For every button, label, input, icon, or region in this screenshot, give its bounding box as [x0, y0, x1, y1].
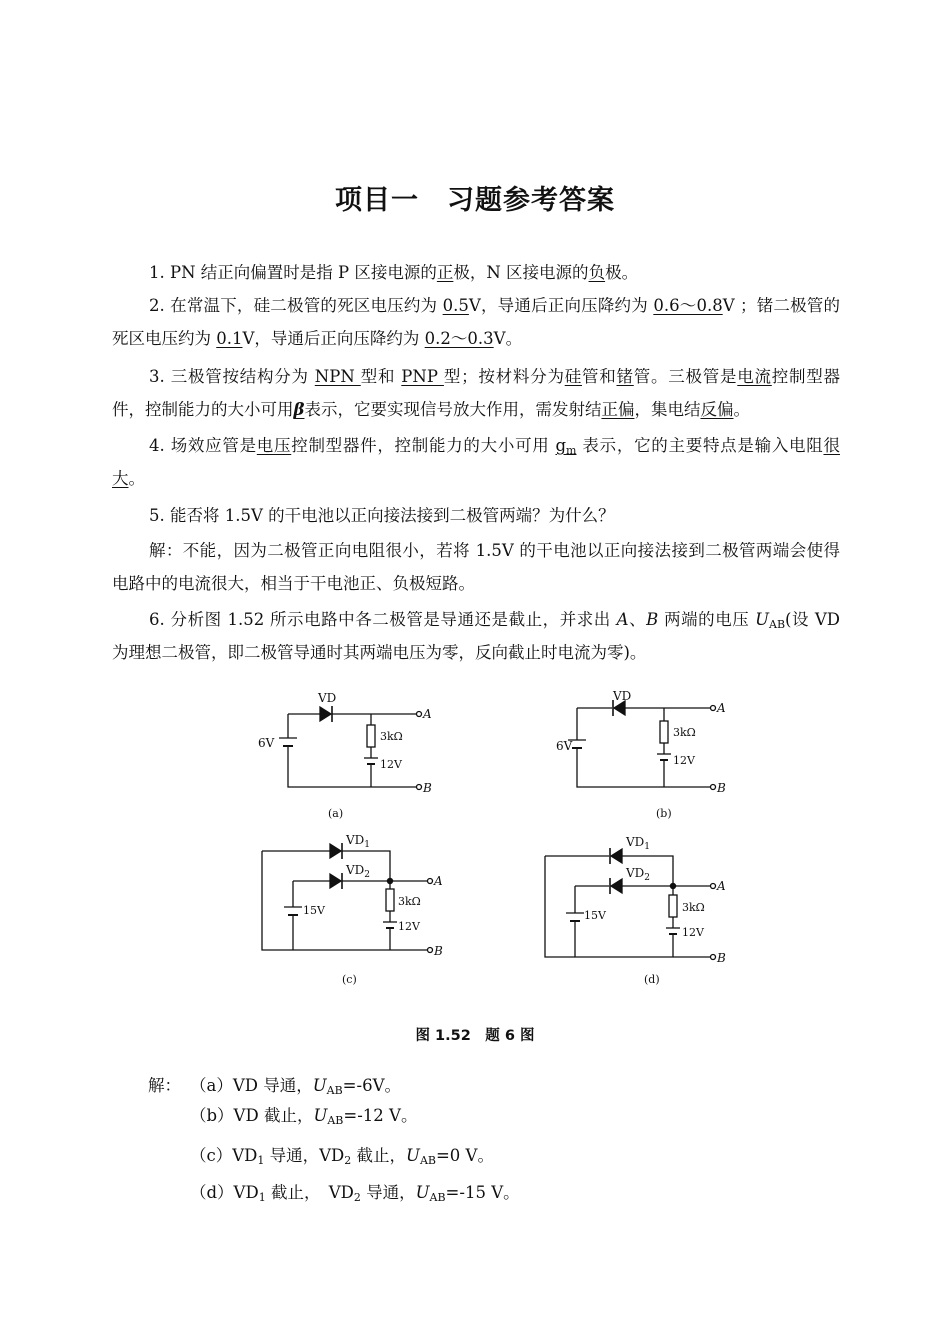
svg-text:3kΩ: 3kΩ [673, 726, 696, 739]
answer-lead: 解： [148, 1076, 181, 1095]
answer-c: $(c)VD_1$ 导通，$VD_2$ 截止，$U_{AB}=0$ V。 [190, 1146, 494, 1167]
svg-text:A: A [434, 874, 443, 888]
circuit-c [262, 833, 443, 986]
svg-text:(b): (b) [656, 807, 672, 820]
diode-vd-reverse [614, 701, 625, 715]
svg-text:A: A [717, 879, 726, 893]
svg-text:12V: 12V [673, 754, 695, 767]
diode-vd [320, 707, 331, 721]
circuit-a [258, 691, 432, 820]
svg-text:B: B [423, 781, 432, 795]
diode-vd1 [330, 844, 341, 858]
diode-vd2-reverse [611, 879, 622, 893]
question-6: 6. 分析图 1.52 所示电路中各二极管是导通还是截止，并求出 A、B 两端的电压 $U_{AB}$(设 VD 为理想二极管，即二极管导通时其两端电压为零，反向截止时电流为零)。 [112, 610, 840, 662]
circuit-figure [240, 684, 740, 994]
svg-text:A: A [423, 707, 432, 721]
svg-text:12V: 12V [398, 920, 420, 933]
answer-a: （a）VD 导通，$U_{AB}=-6V$。 [190, 1076, 401, 1097]
svg-text:VD2: $VD_2$ [346, 863, 371, 880]
svg-text:VD2: $VD_2$ [626, 866, 651, 883]
question-5-answer: 解：不能，因为二极管正向电阻很小，若将 1.5V 的干电池以正向接法接到二极管两端会使得电路中的电流很大，相当于干电池正、负极短路。 [112, 541, 840, 593]
svg-text:12V: 12V [380, 758, 402, 771]
question-3: 3. 三极管按结构分为 NPN 型和 PNP 型；按材料分为硅管和锗管。三极管是电流控制型器件，控制能力的大小可用β表示，它要实现信号放大作用，需发射结正偏，集电结反偏。 [112, 367, 841, 419]
svg-text:B: B [717, 951, 726, 965]
svg-text:3kΩ: 3kΩ [682, 901, 705, 914]
circuit-b [556, 689, 726, 820]
figure-caption: 图 1.52 题 6 图 [415, 1028, 535, 1044]
svg-text:B: B [434, 944, 443, 958]
question-2: 2. 在常温下，硅二极管的死区电压约为 0.5V，导通后正向压降约为 0.6～0.8V ；锗二极管的死区电压约为 0.1V，导通后正向压降约为 0.2～0.3V。 [112, 296, 840, 348]
svg-text:VD: VD [613, 689, 632, 703]
svg-text:6V: 6V [258, 736, 275, 750]
svg-text:B: B [717, 781, 726, 795]
svg-text:VD1: $VD_1$ [626, 835, 651, 852]
page-title: 项目一 习题参考答案 [335, 185, 615, 216]
svg-text:15V: 15V [584, 909, 606, 922]
question-4: 4. 场效应管是电压控制型器件，控制能力的大小可用 $g_m$ 表示，它的主要特点是输入电阻很大。 [112, 436, 840, 488]
diode-vd1-reverse [611, 849, 622, 863]
svg-text:(d): (d) [644, 973, 660, 986]
resistor-3k [367, 725, 375, 747]
circuit-d [545, 835, 726, 986]
svg-text:VD: VD [318, 691, 337, 705]
diode-vd2 [330, 874, 341, 888]
svg-text:(a): (a) [328, 807, 344, 820]
svg-text:3kΩ: 3kΩ [398, 895, 421, 908]
svg-text:12V: 12V [682, 926, 704, 939]
answer-d: $(d)VD_1$ 截止， $VD_2$ 导通，$U_{AB}=-15$ V。 [190, 1183, 520, 1204]
question-5: 5. 能否将 1.5V 的干电池以正向接法接到二极管两端？为什么？ [149, 506, 615, 525]
question-1: 1. PN 结正向偏置时是指 P 区接电源的正极，N 区接电源的负极。 [149, 263, 639, 282]
svg-text:3kΩ: 3kΩ [380, 730, 403, 743]
svg-text:(c): (c) [342, 973, 357, 986]
svg-text:15V: 15V [303, 904, 325, 917]
answer-b: （b）VD 截止，$U_{AB}=-12$ V。 [190, 1106, 418, 1127]
svg-text:VD1: $VD_1$ [346, 833, 371, 850]
svg-text:6V: 6V [556, 739, 573, 753]
svg-text:A: A [717, 701, 726, 715]
